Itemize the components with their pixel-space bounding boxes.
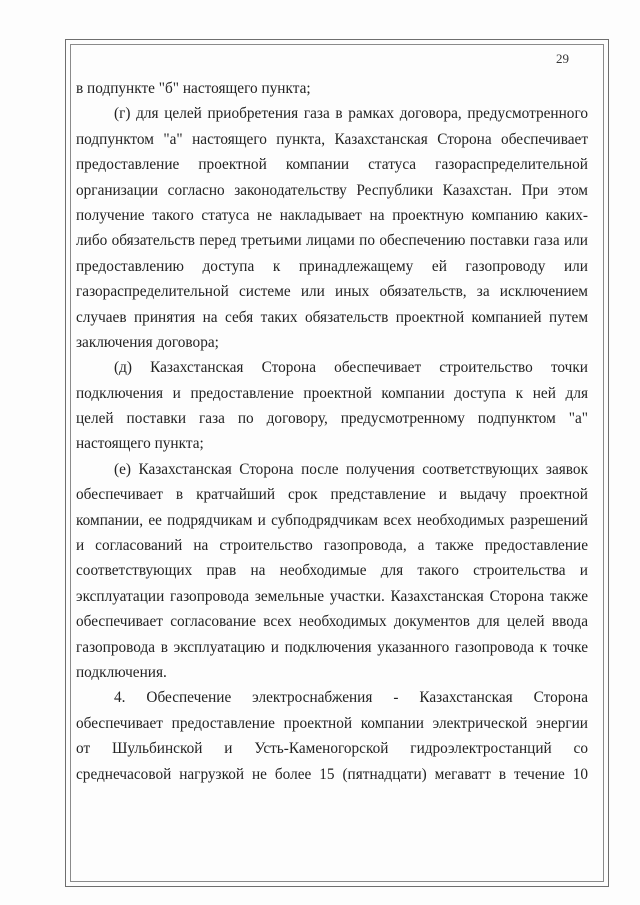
text-line: (д) Казахстанская Сторона обеспечивает строительство точки [114,359,588,377]
text-line: 4. Обеспечение электроснабжения - Казахстанская Сторона [114,689,588,707]
text-line: настоящего пункта; [76,435,204,453]
text-line: от Шульбинской и Усть-Каменогорской гидроэлектростанций со [76,740,588,758]
text-line: газораспределительной системе или иных обязательств, за исключением [76,283,588,301]
text-line: целей поставки газа по договору, предусмотренному подпунктом "а" [76,410,588,428]
text-line: обеспечивает предоставление проектной компании электрической энергии [76,714,588,732]
body-text [76,76,588,787]
text-line: среднечасовой нагрузкой не более 15 (пятнадцати) мегаватт в течение 10 [76,765,588,783]
text-line: обеспечивает в кратчайший срок представление и выдачу проектной [76,486,588,504]
text-line: получение такого статуса не накладывает на проектную компанию каких- [76,206,588,224]
text-line: (г) для целей приобретения газа в рамках договора, предусмотренного [114,105,588,123]
text-line: эксплуатации газопровода земельные участки. Казахстанская Сторона также [76,587,588,605]
text-line: предоставление проектной компании статуса газораспределительной [76,156,588,174]
text-line: и согласований на строительство газопровода, а также предоставление [76,537,588,555]
text-line: обеспечивает согласование всех необходимых документов для целей ввода [76,613,588,631]
text-line: случаев принятия на себя таких обязательств проектной компанией путем [76,308,588,326]
text-line: подключения и предоставление проектной компании доступа к ней для [76,384,588,402]
text-line: подключения. [76,663,167,681]
page-number: 29 [556,51,569,66]
text-line: компании, ее подрядчикам и субподрядчикам всех необходимых разрешений [76,511,588,529]
text-line: соответствующих прав на необходимые для такого строительства и [76,562,588,580]
text-line: газопровода в эксплуатацию и подключения указанного газопровода к точке [76,638,588,656]
text-line: (е) Казахстанская Сторона после получения соответствующих заявок [114,460,588,478]
text-line: либо обязательств перед третьими лицами по обеспечению поставки газа или [76,232,588,250]
text-line: предоставлению доступа к принадлежащему ей газопроводу или [76,257,588,275]
text-line: подпунктом "а" настоящего пункта, Казахстанская Сторона обеспечивает [76,130,588,148]
text-line: в подпункте "б" настоящего пункта; [76,80,311,97]
text-line: заключения договора; [76,333,219,351]
text-line: организации согласно законодательству Республики Казахстан. При этом [76,181,588,199]
